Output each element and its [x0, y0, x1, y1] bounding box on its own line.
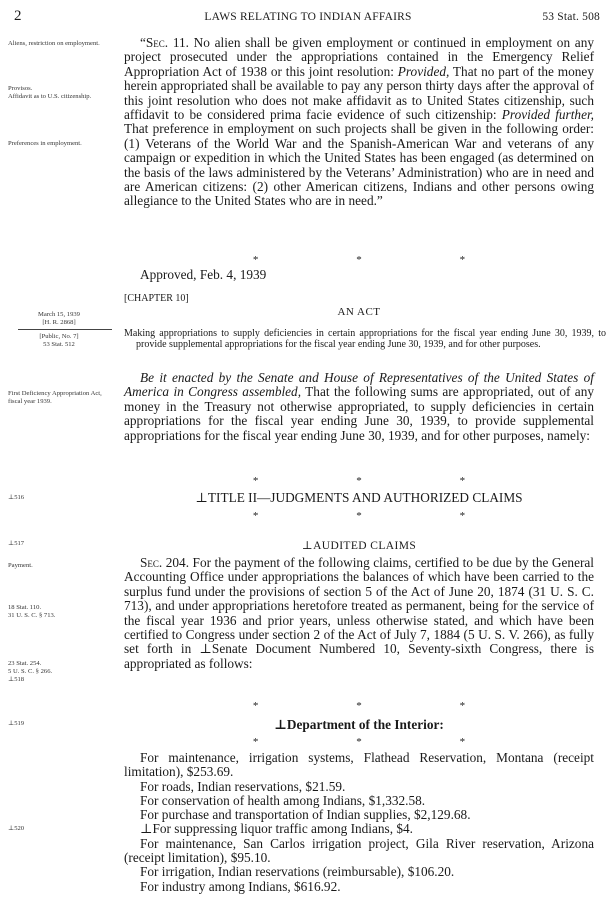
section-204: Sec. 204. For the payment of the following claims, certified to be due by the General Accounting Office under appropriations the balances of which have been carried to the surplus fund under the provisions of section 5 of the Act of June 20, 1874 (31 U. S. C. 713), and under appropriations heretofore treated as permanent, being for the service of the fiscal year 1936 and prior years, unless otherwise stated, and which have been certified to Congress under section 2 of the Act of July 7, 1884 (5 U. S. V. 266), as fully set forth in ⊥Senate Document Numbered 10, Seventy-sixth Congress, there is appropriated as follows:: [124, 555, 594, 671]
section-11: “Sec. 11. No alien shall be given employment or continued in employment on any project prosecuted under the appropriations contained in the Emergency Relief Appropriation Act of 1938 or this joint resolution: Provided, That no part of the money herein appropriated shall be available to pay any person thirty days after the approval of this joint resolution who does not make affidavit as to United States citizenship, such affidavit to be considered prima facie evidence of such citizenship: Provided further, That preference in employment on such projects shall be given in the following order: (1) Veterans of the World War and the Spanish-American War and veterans of any campaign or expedition in which the United States has been engaged (as determined on the basis of the laws administered by the Veterans’ Administration) who are in need and are American citizens: (2) other American citizens, Indians and other persons owing allegiance to the United States who are in need.”: [124, 35, 594, 209]
margin-rule: [18, 329, 112, 330]
margin-note-31-usc: 31 U. S. C. § 713.: [8, 612, 56, 619]
department-heading: ⊥Department of the Interior:: [274, 717, 444, 732]
stat-reference: 53 Stat. 508: [542, 11, 600, 23]
margin-note-bill: [H. R. 2868]: [42, 319, 76, 326]
audited-claims-heading: ⊥AUDITED CLAIMS: [301, 540, 417, 552]
margin-note-18-stat: 18 Stat. 110.: [8, 604, 42, 611]
list-item: ⊥For suppressing liquor traffic among Indians, $4.: [140, 821, 413, 837]
list-item: For purchase and transportation of Indian supplies, $2,129.68.: [140, 807, 471, 823]
running-title: LAWS RELATING TO INDIAN AFFAIRS: [204, 11, 412, 23]
margin-note-5-usc: 5 U. S. C. § 266.: [8, 668, 53, 675]
star-separator: * * *: [252, 254, 466, 266]
margin-note-516: ⊥516: [8, 494, 25, 501]
margin-note-payment: Payment.: [8, 562, 33, 569]
section-label: Sec.: [140, 555, 163, 570]
star-separator: * * *: [252, 736, 466, 748]
list-item: For irrigation, Indian reservations (reimbursable), $106.20.: [140, 864, 455, 880]
title-ii-heading: ⊥TITLE II—JUDGMENTS AND AUTHORIZED CLAIMS: [195, 490, 523, 505]
enacting-clause: Be it enacted by the Senate and House of Representatives of the United States of America in Congress assembled, That the following sums are appropriated, out of any money in the Treasury not otherwise appropriated, to supply deficiencies in certain appropriations for the fiscal year ending June 30, 1939, to provide supplemental appropriations for the fiscal year ending June 30, 1939, and for other purposes, namely:: [124, 370, 594, 443]
list-item: For industry among Indians, $616.92.: [140, 878, 341, 894]
margin-note-519: ⊥519: [8, 720, 25, 727]
margin-note-520: ⊥520: [8, 825, 25, 832]
margin-note-public-no: [Public, No. 7]: [39, 333, 79, 340]
margin-note-preferences: Preferences in employment.: [8, 140, 82, 147]
list-item: For maintenance, San Carlos irrigation project, Gila River reservation, Arizona (receipt limitation), $95.10.: [124, 835, 594, 866]
act-title: AN ACT: [337, 306, 381, 318]
act-description: Making appropriations to supply deficiencies in certain appropriations for the fiscal year ending June 30, 1939, to provide supplemental appropriations for the fiscal year ending June 30, 1939, and for other purposes.: [124, 328, 606, 350]
star-separator: * * *: [252, 475, 466, 487]
margin-note-23-stat: 23 Stat. 254.: [8, 660, 42, 667]
star-separator: * * *: [252, 510, 466, 522]
margin-note-first-deficiency: First Deficiency Appropriation Act, fiscal year 1939.: [8, 390, 102, 405]
approved-date: Approved, Feb. 4, 1939: [140, 267, 267, 282]
margin-note-provisos: Provisos.: [8, 85, 33, 92]
margin-note-518: ⊥518: [8, 676, 25, 683]
page-number: 2: [14, 8, 22, 24]
section-label: Sec.: [145, 35, 169, 50]
list-item: For maintenance, irrigation systems, Flathead Reservation, Montana (receipt limitation), $253.69.: [124, 750, 594, 780]
list-item: For roads, Indian reservations, $21.59.: [140, 778, 346, 794]
margin-note-date: March 15, 1939: [38, 311, 80, 318]
margin-note-affidavit: Affidavit as to U.S. citizenship.: [8, 93, 92, 100]
chapter-label: [CHAPTER 10]: [124, 293, 189, 304]
appropriation-list: [124, 751, 594, 894]
margin-note-517: ⊥517: [8, 540, 25, 547]
list-item: For conservation of health among Indians, $1,332.58.: [140, 793, 426, 809]
margin-note-aliens: Aliens, restriction on employment.: [8, 40, 100, 47]
margin-note-stat-512: 53 Stat. 512: [43, 341, 75, 348]
star-separator: * * *: [252, 700, 466, 712]
